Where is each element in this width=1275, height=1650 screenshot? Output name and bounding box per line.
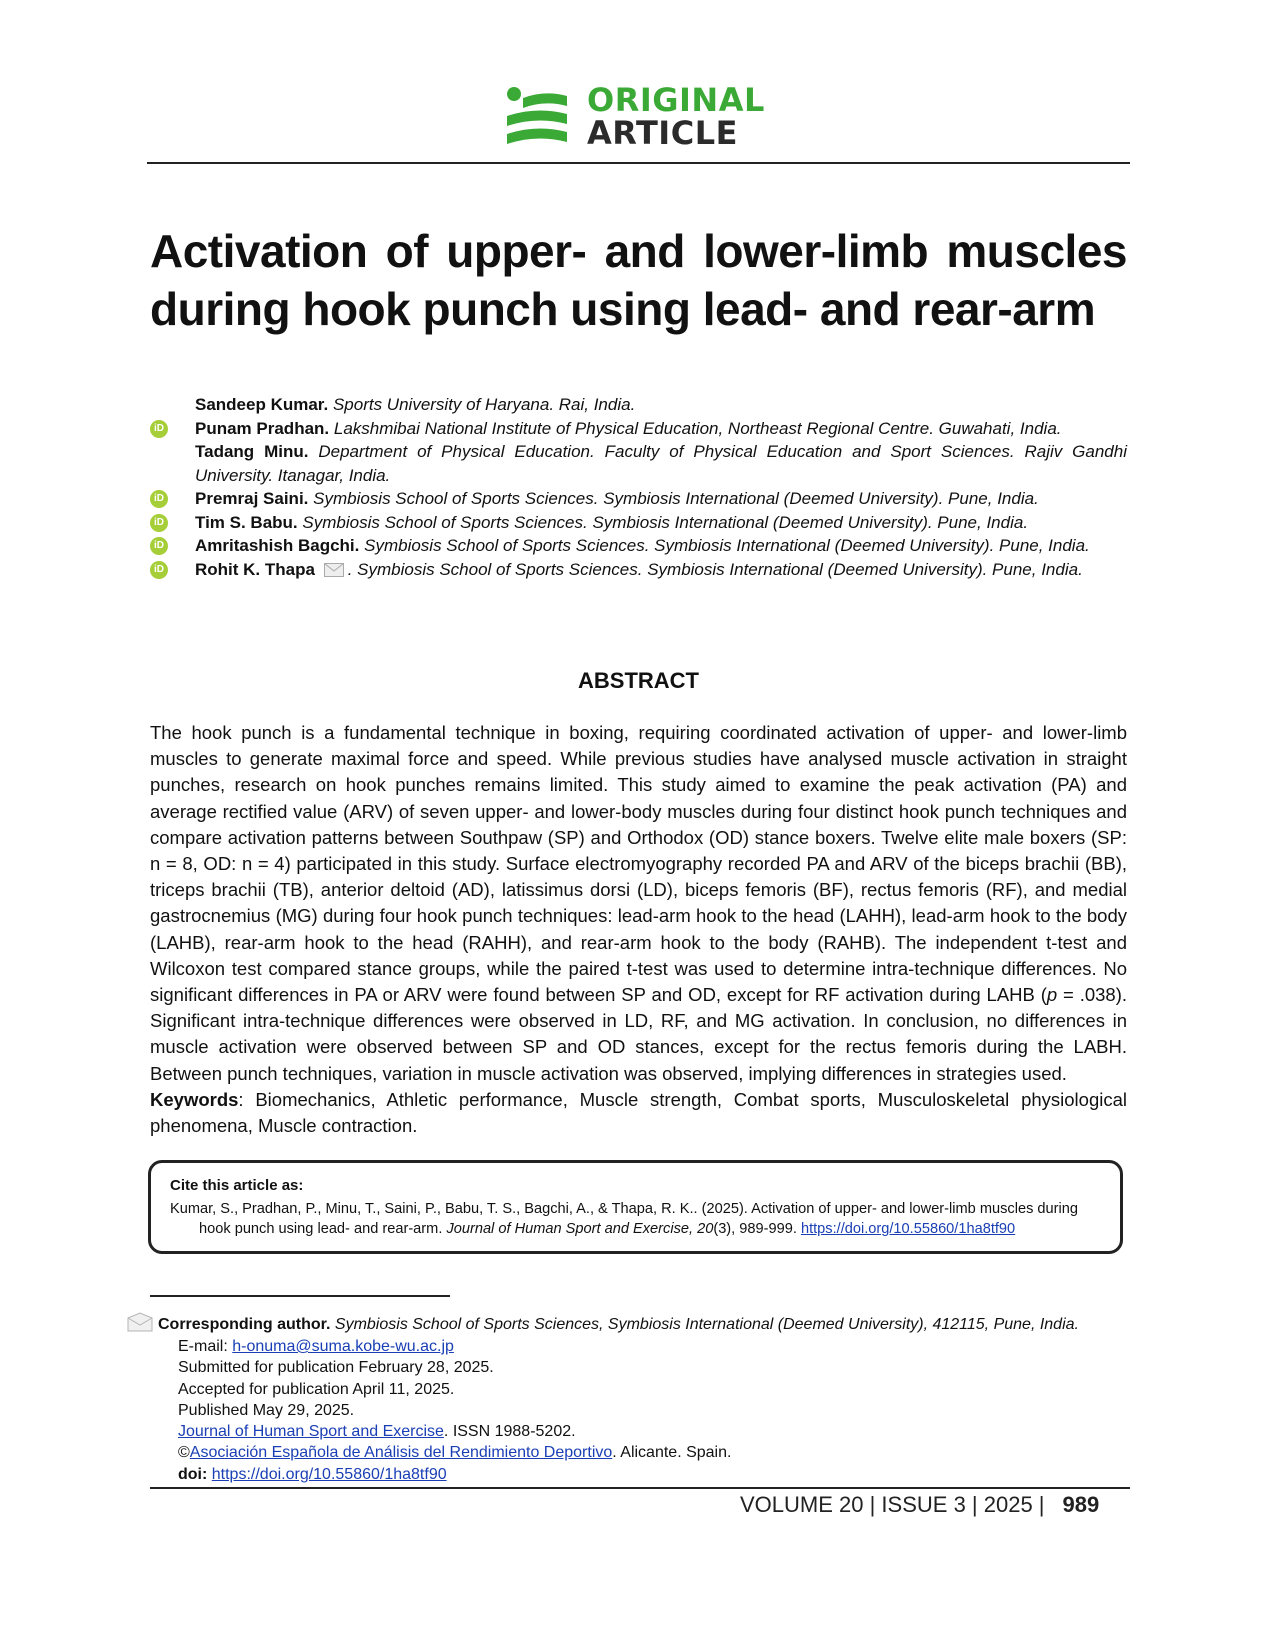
citation-title-part: hook punch using lead- and rear-arm. bbox=[199, 1221, 447, 1237]
orcid-icon[interactable]: iD bbox=[150, 490, 168, 508]
citation-issue-pages: (3), 989-999. bbox=[713, 1221, 801, 1237]
journal-logo bbox=[505, 81, 775, 154]
abstract-text bbox=[150, 720, 1127, 1087]
issn: . ISSN 1988-5202. bbox=[443, 1423, 576, 1441]
copyright-line bbox=[178, 1442, 731, 1463]
association-link[interactable]: Asociación Española de Análisis del Rendimiento Deportivo bbox=[189, 1444, 613, 1462]
keywords bbox=[150, 1087, 1127, 1139]
author-list bbox=[150, 393, 1127, 581]
page-number: 989 bbox=[1062, 1492, 1100, 1517]
association-place: . Alicante. Spain. bbox=[612, 1444, 732, 1462]
corresponding-affiliation: Symbiosis School of Sports Sciences, Symbiosis International (Deemed University), 412115, Pune, India. bbox=[334, 1316, 1079, 1333]
copyright-symbol: © bbox=[178, 1444, 190, 1462]
orcid-icon[interactable]: iD bbox=[150, 514, 168, 532]
page-footer bbox=[740, 1492, 1099, 1518]
author-entry bbox=[150, 393, 1127, 417]
corresponding-author bbox=[158, 1314, 1079, 1336]
footnote-divider bbox=[150, 1295, 450, 1297]
author-name: Sandeep Kumar. bbox=[195, 395, 329, 414]
logo-text-article: ARTICLE bbox=[587, 114, 738, 152]
orcid-icon[interactable]: iD bbox=[150, 420, 168, 438]
journal-line bbox=[178, 1421, 731, 1442]
citation-text bbox=[170, 1199, 1100, 1239]
journal-link[interactable]: Journal of Human Sport and Exercise bbox=[178, 1423, 444, 1441]
orcid-icon[interactable]: iD bbox=[150, 537, 168, 555]
orcid-icon[interactable]: iD bbox=[150, 561, 168, 579]
author-name: Tadang Minu. bbox=[195, 442, 309, 461]
article-title: Activation of upper- and lower-limb muscles during hook punch using lead- and rear-arm bbox=[150, 225, 1127, 335]
author-name: Amritashish Bagchi. bbox=[195, 536, 360, 555]
logo-text-original: ORIGINAL bbox=[587, 81, 765, 119]
keywords-label: Keywords bbox=[150, 1089, 239, 1110]
author-name: Tim S. Babu. bbox=[195, 512, 298, 532]
publication-info bbox=[178, 1336, 731, 1485]
keywords-list: : Biomechanics, Athletic performance, Muscle strength, Combat sports, Musculoskeletal physiological phenomena, Muscle contraction. bbox=[150, 1089, 1127, 1137]
email-label: E-mail: bbox=[178, 1338, 233, 1355]
abstract-heading: ABSTRACT bbox=[578, 668, 699, 693]
author-entry bbox=[150, 487, 1127, 511]
author-affiliation: Sports University of Haryana. Rai, India. bbox=[332, 395, 636, 414]
citation-journal: Journal of Human Sport and Exercise, 20 bbox=[446, 1221, 714, 1237]
email-link[interactable]: h-onuma@suma.kobe-wu.ac.jp bbox=[232, 1338, 454, 1355]
citation-line bbox=[170, 1219, 1100, 1239]
citation-box bbox=[148, 1160, 1123, 1254]
doi-line bbox=[178, 1464, 731, 1485]
author-affiliation: . Symbiosis School of Sports Sciences. Symbiosis International (Deemed University). Pune, India. bbox=[347, 559, 1083, 579]
stripes-logo-icon bbox=[505, 86, 575, 150]
author-entry bbox=[150, 417, 1127, 441]
corresponding-label: Corresponding author. bbox=[158, 1316, 331, 1333]
citation-label: Cite this article as: bbox=[170, 1177, 304, 1194]
footer-divider bbox=[150, 1487, 1130, 1489]
author-affiliation: Lakshmibai National Institute of Physical Education, Northeast Regional Centre. Guwahati, India. bbox=[333, 418, 1062, 438]
citation-doi-link[interactable]: https://doi.org/10.55860/1ha8tf90 bbox=[800, 1221, 1016, 1237]
doi-label: doi: bbox=[178, 1465, 212, 1483]
abstract-text-part: = .038). Significant intra-technique differences were observed in LD, RF, and MG activation. In conclusion, no differences in muscle activation were observed between SP and OD stances, except for the rectus femoris during the LABH. Between punch techniques, variation in muscle activation was observed, implying differences in strategies used. bbox=[150, 984, 1128, 1084]
author-entry bbox=[150, 558, 1127, 582]
author-name: Premraj Saini. bbox=[195, 489, 309, 508]
author-name: Rohit K. Thapa bbox=[195, 559, 315, 579]
author-entry bbox=[150, 511, 1127, 535]
abstract-text-part: The hook punch is a fundamental technique in boxing, requiring coordinated activation of upper- and lower-limb muscles to generate maximal force and speed. While previous studies have analysed muscle activation in straight punches, research on hook punches remains limited. This study aimed to examine the peak activation (PA) and average rectified value (ARV) of seven upper- and lower-body muscles during four distinct hook punch techniques and compare activation patterns between Southpaw (SP) and Orthodox (OD) stance boxers. Twelve elite male boxers (SP: n = 8, OD: n = 4) participated in this study. Surface electromyography recorded PA and ARV of the biceps brachii (BB), triceps brachii (TB), anterior deltoid (AD), latissimus dorsi (LD), biceps femoris (BF), rectus femoris (RF), and medial gastrocnemius (MG) during four hook punch techniques: lead-arm hook to the head (LAHH), lead-arm hook to the body (LAHB), rear-arm hook to the head (RAHH), and rear-arm hook to the body (RAHB). The independent t-test and Wilcoxon test compared stance groups, while the paired t-test was used to determine intra-technique differences. No significant differences in PA or ARV were found between SP and OD, except for RF activation during LAHB ( bbox=[150, 722, 1127, 1006]
accepted-date: Accepted for publication April 11, 2025. bbox=[178, 1380, 455, 1398]
published-date: Published May 29, 2025. bbox=[178, 1401, 355, 1419]
citation-line: Kumar, S., Pradhan, P., Minu, T., Saini, P., Babu, T. S., Bagchi, A., & Thapa, R. K.. (2025). Activation of upper- and lower-limb muscles during bbox=[170, 1201, 1078, 1217]
envelope-icon bbox=[127, 1312, 153, 1332]
submitted-date: Submitted for publication February 28, 2025. bbox=[178, 1359, 494, 1377]
author-affiliation: Symbiosis School of Sports Sciences. Symbiosis International (Deemed University). Pune, India. bbox=[364, 536, 1090, 555]
p-value-symbol: p bbox=[1046, 984, 1058, 1006]
author-affiliation: Department of Physical Education. Faculty of Physical Education and Sport Sciences. Rajiv Gandhi University. Itanagar, India. bbox=[195, 442, 1127, 485]
doi-link[interactable]: https://doi.org/10.55860/1ha8tf90 bbox=[211, 1465, 447, 1483]
email-line bbox=[178, 1336, 731, 1357]
author-name: Punam Pradhan. bbox=[195, 418, 330, 438]
author-entry bbox=[150, 534, 1127, 558]
header-divider bbox=[147, 162, 1130, 164]
envelope-icon[interactable] bbox=[324, 563, 344, 577]
author-affiliation: Symbiosis School of Sports Sciences. Symbiosis International (Deemed University). Pune, India. bbox=[302, 512, 1029, 532]
volume-issue: VOLUME 20 | ISSUE 3 | 2025 | bbox=[740, 1492, 1045, 1517]
author-entry bbox=[150, 440, 1127, 487]
author-affiliation: Symbiosis School of Sports Sciences. Symbiosis International (Deemed University). Pune, India. bbox=[313, 489, 1039, 508]
